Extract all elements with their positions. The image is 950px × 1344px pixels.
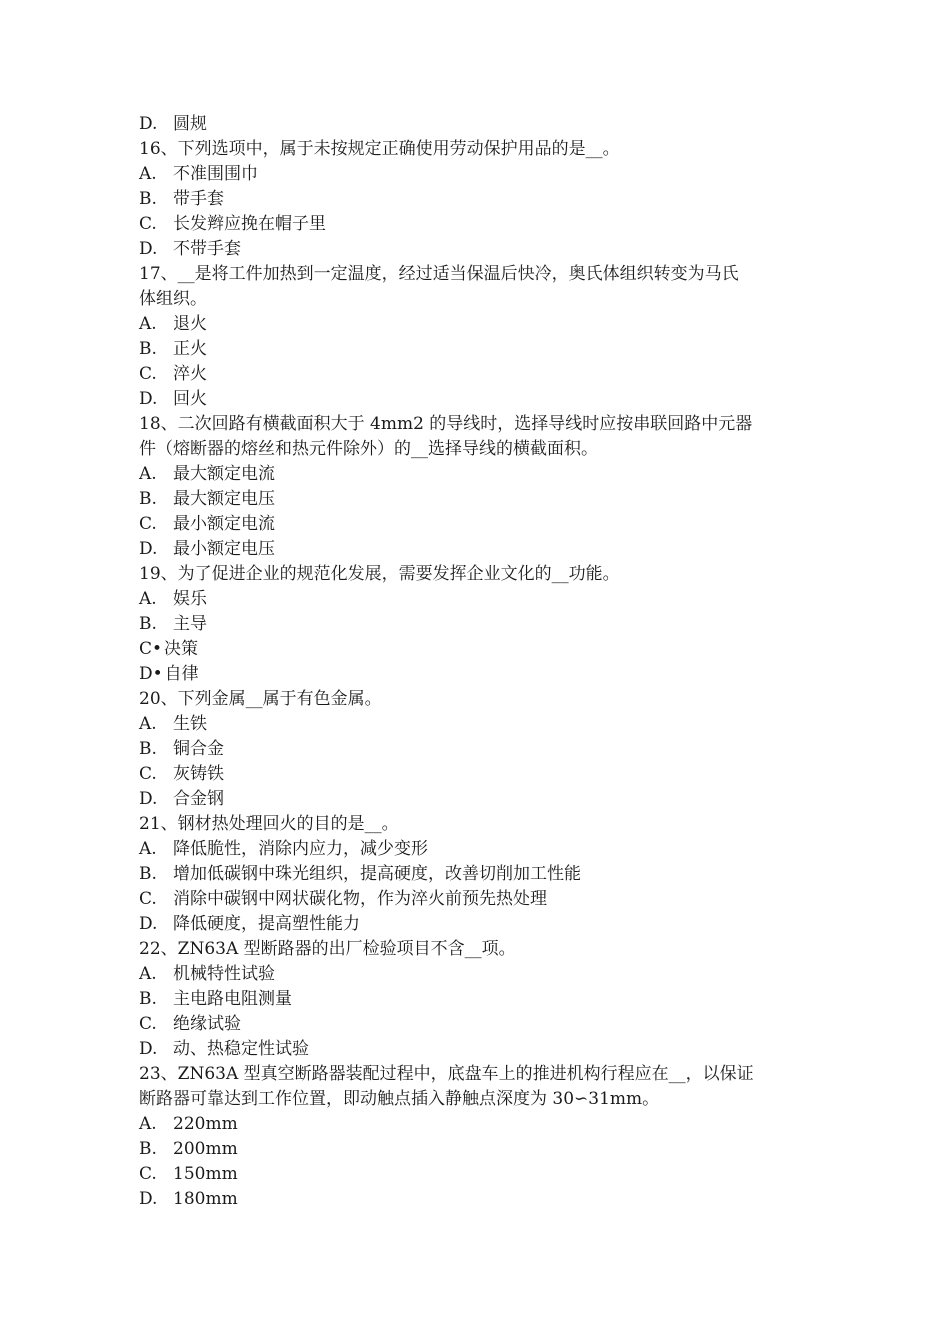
option-text: 机械特性试验 [173,964,275,984]
question-stem: 21、钢材热处理回火的目的是__。 [139,814,399,834]
option-letter: D. [139,389,158,409]
option-item [139,837,819,862]
option-item [139,462,819,487]
option-text: 不准围围巾 [173,164,258,184]
option-text: 带手套 [173,189,224,209]
option-item [139,962,819,987]
option-item [139,237,819,262]
option-text: 铜合金 [173,739,224,759]
question-stem: 22、ZN63A 型断路器的出厂检验项目不含__项。 [139,939,516,959]
option-letter: B. [139,614,157,634]
option-text: 娱乐 [173,589,207,609]
option-text: 绝缘试验 [173,1014,241,1034]
option-item [139,987,819,1012]
option-text: 回火 [173,389,207,409]
option-text: 最小额定电流 [173,514,275,534]
option-letter: C• [139,639,163,659]
option-text: 150mm [173,1164,238,1184]
option-letter: B. [139,739,157,759]
option-letter: B. [139,1139,157,1159]
question-stem: 20、下列金属__属于有色金属。 [139,689,382,709]
option-item [139,712,819,737]
option-item [139,787,819,812]
option-item [139,187,819,212]
option-letter: D. [139,114,158,134]
option-item [139,1112,819,1137]
option-text: 圆规 [173,114,207,134]
option-text: 长发辫应挽在帽子里 [173,214,326,234]
question-stem: 18、二次回路有横截面积大于 4mm2 的导线时，选择导线时应按串联回路中元器 [139,414,753,434]
option-item [139,212,819,237]
option-letter: C. [139,514,157,534]
option-letter: B. [139,189,157,209]
option-text: 自律 [164,664,199,684]
question-list [139,112,819,1212]
option-letter: B. [139,864,157,884]
option-item [139,862,819,887]
option-text: 决策 [164,639,199,659]
question-stem-continued: 断路器可靠达到工作位置，即动触点插入静触点深度为 30∽31mm。 [139,1089,660,1109]
option-item [139,737,819,762]
option-item [139,587,819,612]
option-text: 消除中碳钢中网状碳化物，作为淬火前预先热处理 [173,889,547,909]
option-item [139,1137,819,1162]
option-text: 降低脆性，消除内应力，减少变形 [173,839,428,859]
option-text: 淬火 [173,364,207,384]
option-item [139,162,819,187]
option-letter: B. [139,339,157,359]
option-item [139,1162,819,1187]
option-text: 正火 [173,339,207,359]
option-letter: C. [139,364,157,384]
option-text: 主导 [173,614,207,634]
question-stem: 16、下列选项中，属于未按规定正确使用劳动保护用品的是__。 [139,139,620,159]
question-stem-continued: 体组织。 [139,289,207,309]
option-item [139,612,819,637]
option-text: 180mm [173,1189,238,1209]
option-item [139,362,819,387]
option-text: 生铁 [173,714,207,734]
option-letter: D. [139,914,158,934]
option-letter: C. [139,764,157,784]
option-letter: D. [139,239,158,259]
option-item [139,387,819,412]
option-letter: A. [139,839,157,859]
option-letter: C. [139,214,157,234]
option-text: 220mm [173,1114,238,1134]
option-letter: D. [139,789,158,809]
option-letter: B. [139,489,157,509]
option-item [139,512,819,537]
option-item [139,537,819,562]
option-text: 200mm [173,1139,238,1159]
option-text: 不带手套 [173,239,241,259]
option-text: 最大额定电压 [173,489,275,509]
option-letter: C. [139,1014,157,1034]
option-text: 合金钢 [173,789,224,809]
option-item [139,1187,819,1212]
option-letter: C. [139,889,157,909]
option-text: 动、热稳定性试验 [173,1039,309,1059]
option-letter: D. [139,1189,158,1209]
option-item [139,1037,819,1062]
option-letter: D• [139,664,163,684]
option-letter: D. [139,1039,158,1059]
option-text: 降低硬度，提高塑性能力 [173,914,360,934]
option-text: 最大额定电流 [173,464,275,484]
option-letter: B. [139,989,157,1009]
option-item [139,487,819,512]
option-item [139,762,819,787]
option-item [139,312,819,337]
option-letter: A. [139,1114,157,1134]
option-letter: A. [139,589,157,609]
option-item [139,1012,819,1037]
option-item [139,112,819,137]
option-text: 灰铸铁 [173,764,224,784]
option-item [139,912,819,937]
question-stem: 23、ZN63A 型真空断路器装配过程中，底盘车上的推进机构行程应在__，以保证 [139,1064,754,1084]
option-item [139,662,819,687]
option-letter: A. [139,964,157,984]
question-stem: 17、__是将工件加热到一定温度，经过适当保温后快冷，奥氏体组织转变为马氏 [139,264,739,284]
option-item [139,887,819,912]
option-text: 最小额定电压 [173,539,275,559]
option-item [139,337,819,362]
option-item [139,637,819,662]
option-text: 增加低碳钢中珠光组织，提高硬度，改善切削加工性能 [173,864,581,884]
option-text: 主电路电阻测量 [173,989,292,1009]
question-stem-continued: 件（熔断器的熔丝和热元件除外）的__选择导线的横截面积。 [139,439,598,459]
option-letter: A. [139,314,157,334]
option-letter: A. [139,464,157,484]
question-stem: 19、为了促进企业的规范化发展，需要发挥企业文化的__功能。 [139,564,620,584]
option-letter: C. [139,1164,157,1184]
option-letter: D. [139,539,158,559]
option-letter: A. [139,714,157,734]
option-text: 退火 [173,314,207,334]
option-letter: A. [139,164,157,184]
